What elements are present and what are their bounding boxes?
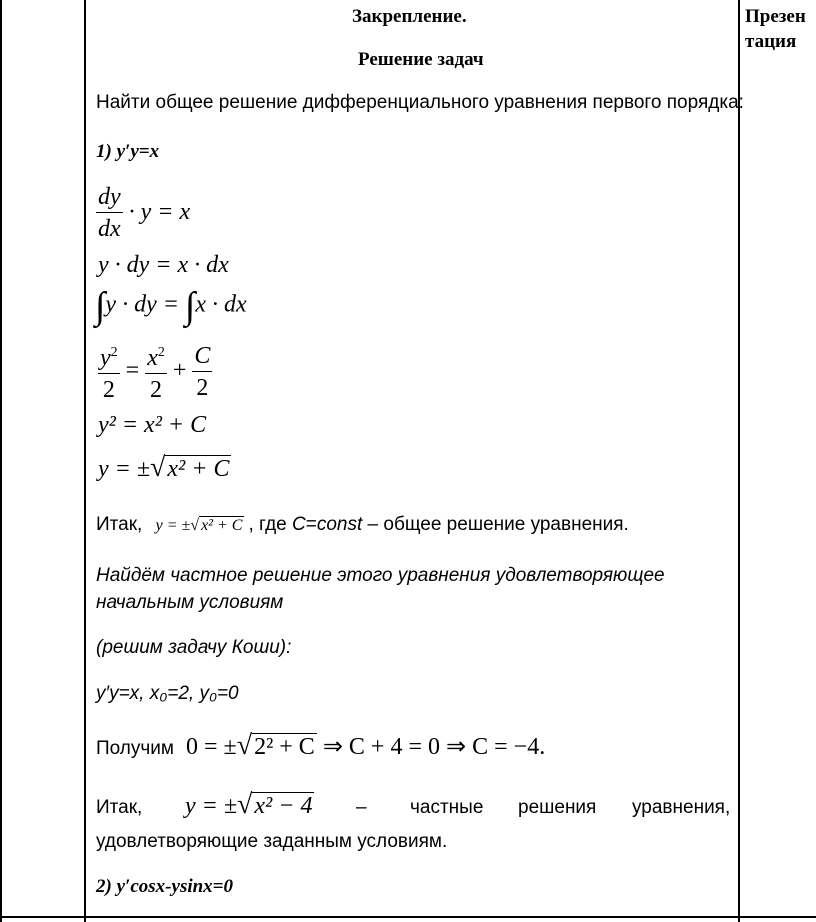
sqrt-symbol: √ — [150, 452, 166, 483]
step2-equation: y · dy = x · dx — [98, 252, 229, 278]
step4-den1: 2 — [102, 377, 115, 403]
itak2-dash: – — [356, 797, 367, 818]
step1-equation — [96, 182, 190, 245]
cauchy-label: (решим задачу Коши): — [96, 637, 292, 658]
section-title: Закрепление. — [352, 6, 467, 27]
step3-left: y · dy = — [105, 291, 179, 318]
itak2-word-uravneniya: уравнения, — [632, 797, 731, 818]
table-border-col1 — [84, 0, 86, 922]
initial-conditions: y′y=x, x₀=2, y₀=0 — [96, 683, 239, 704]
itak2-word-resheniya: решения — [518, 797, 597, 818]
itak2-radicand: x² − 4 — [254, 793, 313, 819]
itak1-text-b: – общее решение уравнения. — [362, 514, 629, 535]
particular-line2: начальным условиям — [96, 592, 284, 613]
sqrt-symbol-itak2: √ — [237, 789, 253, 820]
step4-den2: 2 — [150, 377, 163, 403]
step3-equation — [95, 284, 247, 328]
sqrt-symbol-small: √ — [190, 517, 200, 534]
itak1-text-c: C — [292, 514, 306, 535]
task-instruction: Найти общее решение дифференциального уравнения первого порядка: — [96, 92, 744, 113]
step4-den3: 2 — [196, 374, 209, 401]
poluchim-result: ⇒ C + 4 = 0 ⇒ C = −4 — [322, 734, 540, 760]
poluchim-prefix: 0 = ± — [185, 734, 237, 760]
step4-plus: + — [172, 357, 187, 384]
side-label-line2: тация — [745, 31, 797, 52]
itak2-line2: удовлетворяющие заданным условиям. — [96, 831, 448, 852]
step1-rest: · y = x — [128, 199, 191, 226]
itak1-line — [96, 514, 629, 536]
step4-equation — [98, 338, 212, 406]
step6-radicand: x² + C — [167, 456, 230, 482]
poluchim-word: Получим — [96, 738, 174, 759]
particular-line1: Найдём частное решение этого уравнения удовлетворяющее — [96, 565, 665, 586]
step6-equation — [98, 452, 231, 484]
poluchim-dot: . — [539, 734, 546, 760]
step4-fraction3 — [192, 341, 212, 404]
poluchim-radicand: 2² + C — [254, 734, 315, 760]
itak1-text-const: const — [316, 514, 363, 535]
table-border-bottom — [0, 916, 816, 918]
step4-num1: y — [100, 345, 111, 371]
step6-prefix: y = ± — [98, 456, 151, 482]
step1-numerator: dy — [96, 182, 123, 213]
itak1-formula-prefix: y = ± — [155, 517, 191, 534]
step4-num2: x — [147, 345, 158, 371]
itak1-text-a: , где — [248, 514, 287, 535]
itak2-formula — [185, 789, 314, 821]
itak1-formula-radicand: x² + C — [201, 517, 243, 534]
step4-fraction2: $\frac{x^2}{2}$ — [145, 338, 167, 406]
problem1-label: 1) y′y=x — [96, 141, 160, 162]
integral-sign-right: ∫ — [184, 285, 196, 327]
step1-fraction — [96, 182, 123, 245]
itak2-word-chastnye: частные — [410, 797, 484, 818]
itak2-word: Итак, — [96, 797, 143, 818]
step4-num3: C — [192, 341, 212, 372]
sqrt-symbol-poluchim: √ — [236, 730, 253, 761]
integral-sign-left: ∫ — [95, 285, 106, 327]
step1-denominator: dx — [98, 216, 121, 242]
poluchim-line — [96, 730, 545, 762]
step5-equation: y² = x² + C — [98, 412, 207, 438]
itak1-text-eq: = — [305, 514, 317, 535]
itak2-prefix: y = ± — [185, 793, 238, 819]
step3-right: x · dx — [195, 291, 247, 318]
problem2-label: 2) y′cosx-ysinx=0 — [96, 876, 234, 897]
side-label-line1: Презен — [745, 6, 806, 27]
step4-fraction1: $\frac{y^2}{2}$ — [98, 338, 120, 406]
section-subtitle: Решение задач — [358, 49, 484, 70]
itak1-word: Итак, — [96, 514, 143, 535]
table-border-col2 — [738, 0, 740, 922]
table-border-left — [0, 0, 2, 922]
step4-equals: = — [125, 357, 140, 384]
